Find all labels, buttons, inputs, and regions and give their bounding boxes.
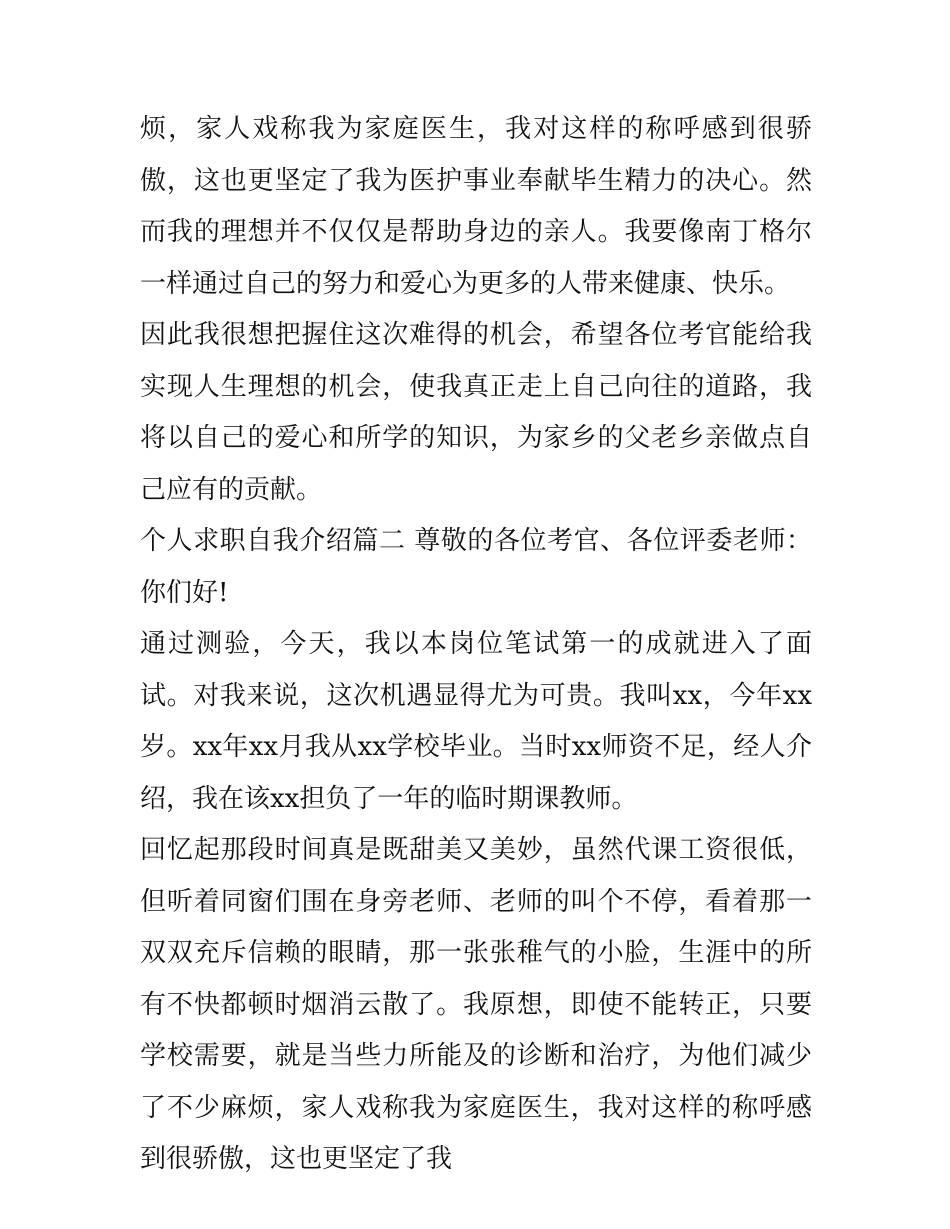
paragraph-4: 通过测验，今天，我以本岗位笔试第一的成就进入了面试。对我来说，这次机遇显得尤为可贵。我叫xx，今年xx岁。xx年xx月我从xx学校毕业。当时xx师资不足，经人介绍，我在该xx担负了一年的临时期课教师。 bbox=[140, 629, 812, 814]
paragraph-2: 因此我很想把握住这次难得的机会，希望各位考官能给我实现人生理想的机会，使我真正走上自己向往的道路，我将以自己的爱心和所学的知识，为家乡的父老乡亲做点自己应有的贡献。 bbox=[140, 320, 812, 505]
paragraph-5: 回忆起那段时间真是既甜美又美妙，虽然代课工资很低，但听着同窗们围在身旁老师、老师的叫个不停，看着那一双双充斥信赖的眼睛，那一张张稚气的小脸，生涯中的所有不快都顿时烟消云散了。我原想，即使不能转正，只要学校需要，就是当些力所能及的诊断和治疗，为他们减少了不少麻烦，家人戏称我为家庭医生，我对这样的称呼感到很骄傲，这也更坚定了我 bbox=[140, 835, 812, 1174]
paragraph-3-heading: 个人求职自我介绍篇二 尊敬的各位考官、各位评委老师： 你们好! bbox=[140, 526, 812, 608]
paragraph-1: 烦，家人戏称我为家庭医生，我对这样的称呼感到很骄傲，这也更坚定了我为医护事业奉献毕生精力的决心。然而我的理想并不仅仅是帮助身边的亲人。我要像南丁格尔一样通过自己的努力和爱心为更多的人带来健康、快乐。 bbox=[140, 114, 812, 299]
document-body bbox=[140, 104, 812, 1186]
